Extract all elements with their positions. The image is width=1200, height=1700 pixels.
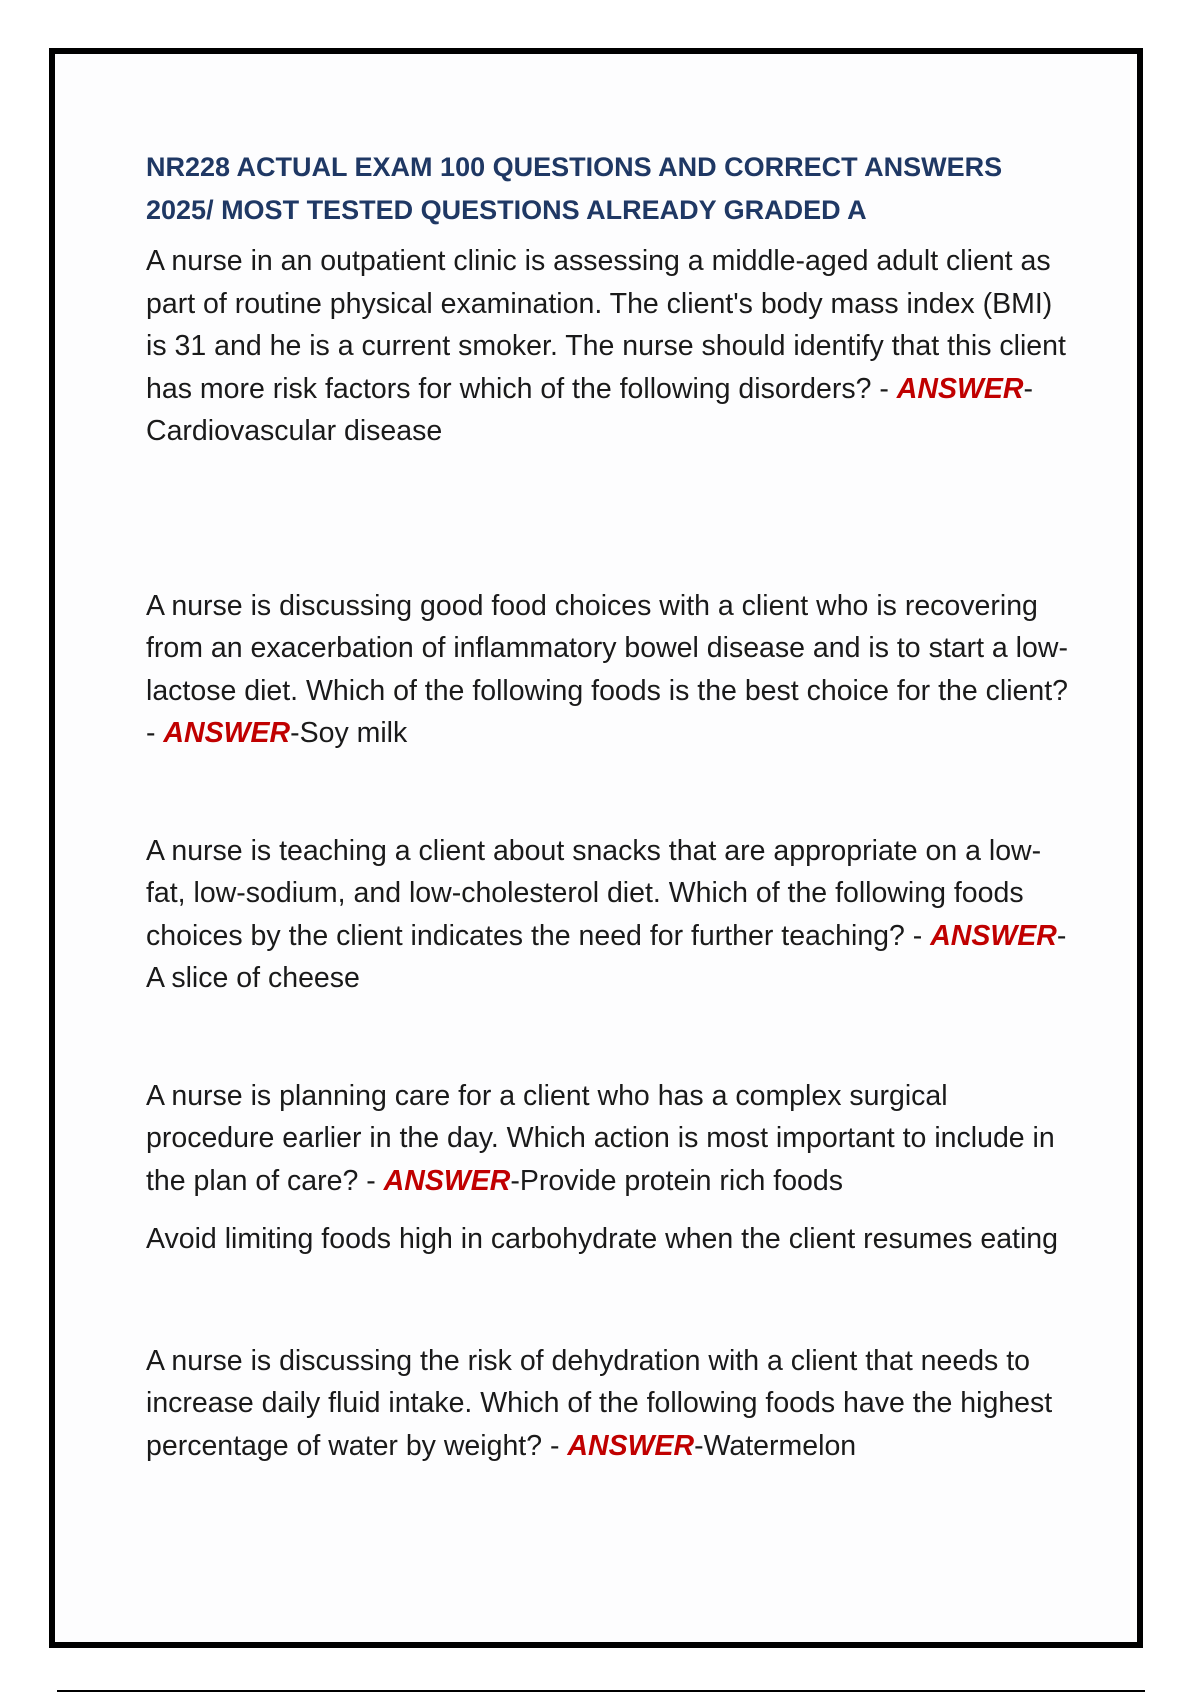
question-text: A nurse in an outpatient clinic is assessing a middle-aged adult client as part of routine physical examination. The client's body mass index (BMI) is 31 and he is a current smoker. The nurse should identify that this client has more risk factors for which of the following disorders? - [146, 245, 1066, 405]
document-title: NR228 ACTUAL EXAM 100 QUESTIONS AND CORRECT ANSWERS 2025/ MOST TESTED QUESTIONS ALREADY GRADED A [146, 152, 1003, 225]
answer-text: -A slice of cheese [146, 919, 1067, 994]
question-text: A nurse is discussing good food choices with a client who is recovering from an exacerbation of inflammatory bowel disease and is to start a low-lactose diet. Which of the following foods is the best choice for the client? - [146, 589, 1069, 749]
qa-item-2 [146, 585, 1076, 755]
answer-text: -Provide protein rich foods [510, 1164, 843, 1197]
qa-item-5 [146, 1340, 1076, 1468]
qa-item-4-extra: Avoid limiting foods high in carbohydrate when the client resumes eating [146, 1223, 1058, 1255]
question-text: A nurse is teaching a client about snacks that are appropriate on a low-fat, low-sodium, and low-cholesterol diet. Which of the following foods choices by the client indicates the need for further teaching? - [146, 834, 1042, 952]
qa-item-1 [146, 240, 1076, 453]
question-text: A nurse is planning care for a client who has a complex surgical procedure earlier in the day. Which action is most important to include in the plan of care? - [146, 1079, 1055, 1197]
answer-label: ANSWER [163, 717, 291, 749]
bottom-rule [57, 1690, 1145, 1692]
answer-label: ANSWER [896, 372, 1024, 405]
answer-label: ANSWER [930, 919, 1057, 952]
qa-item-3 [146, 830, 1076, 1000]
answer-text: -Soy milk [290, 717, 408, 749]
question-text: A nurse is discussing the risk of dehydration with a client that needs to increase daily fluid intake. Which of the following foods have the highest percentage of water by weight? - [146, 1344, 1053, 1462]
document-body [146, 146, 1076, 1467]
answer-label: ANSWER [383, 1164, 511, 1197]
answer-text: -Cardiovascular disease [146, 372, 1033, 447]
qa-item-4 [146, 1075, 1076, 1203]
answer-text: -Watermelon [694, 1429, 857, 1462]
answer-label: ANSWER [567, 1429, 695, 1462]
